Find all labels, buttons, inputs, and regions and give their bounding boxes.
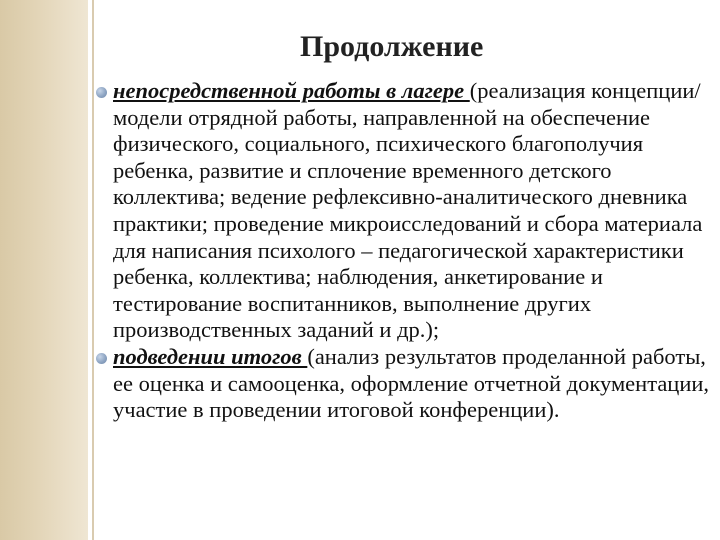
bullet-dot-icon <box>96 353 107 364</box>
slide-title: Продолжение <box>300 30 484 63</box>
bullet-1-text: (реализация концепции/модели отрядной работы, направленной на обеспечение физического, социального, психического благополучия ребенка, развитие и сплочение временного детского коллектива; ведение рефлексивно-аналитического дневника практики; проведение микроисследований и сбора материала для написания психолого – педагогической характеристики ребенка, коллектива; наблюдения, анкетирование и тестирование воспитанников, выполнение других производственных заданий и др.); <box>113 78 703 343</box>
bullet-dot-icon <box>96 87 107 98</box>
bullet-1-lead: непосредственной работы в лагере <box>113 78 470 103</box>
slide-content <box>113 78 713 424</box>
bullet-item-2 <box>113 344 713 424</box>
side-decoration-band <box>0 0 88 540</box>
bullet-item-1 <box>113 78 713 344</box>
bullet-2-text: (анализ результатов проделанной работы, ее оценка и самооценка, оформление отчетной документации, участие в проведении итоговой конференции). <box>113 343 710 423</box>
bullet-2-lead: подведении итогов <box>113 343 308 369</box>
side-divider-line <box>92 0 94 540</box>
